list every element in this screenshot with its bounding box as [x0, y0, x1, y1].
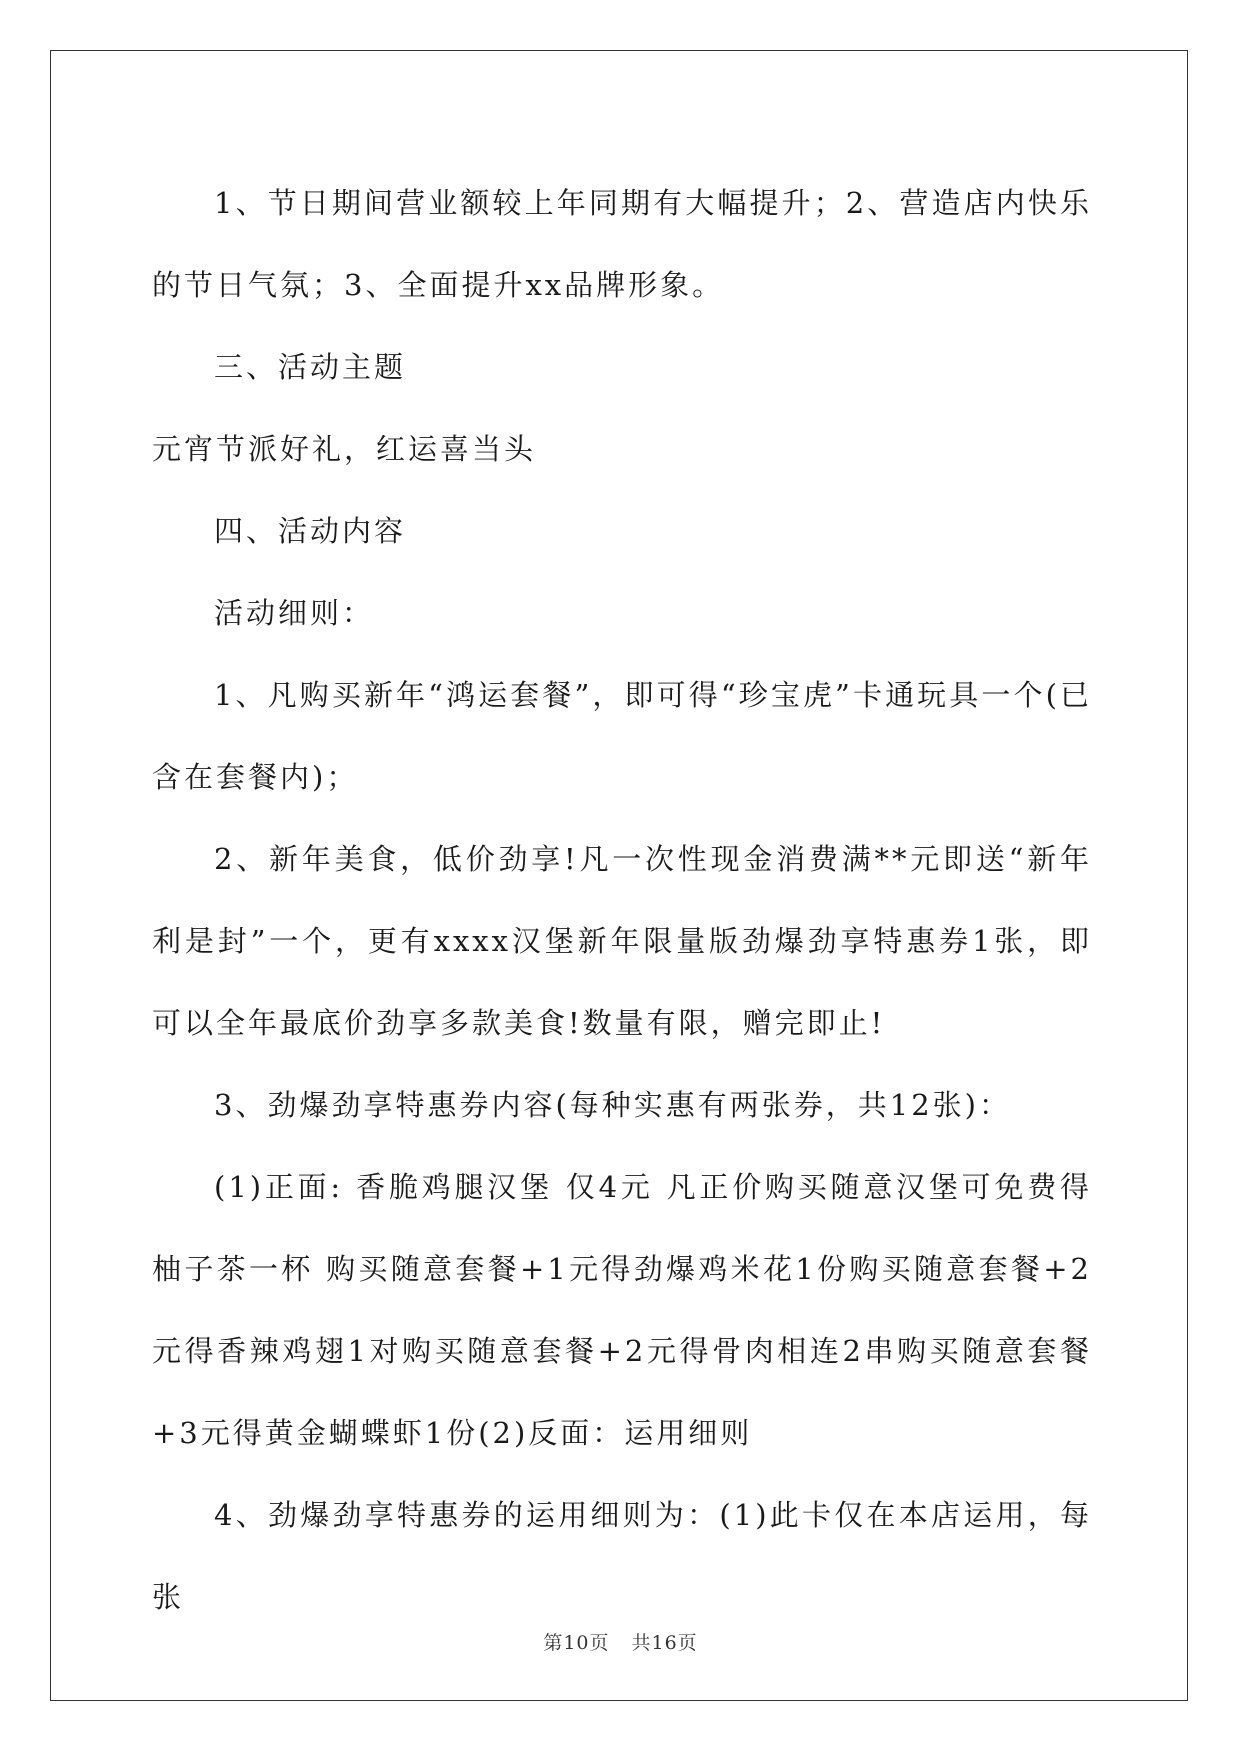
paragraph-rules-label: 活动细则： — [214, 596, 375, 630]
heading-activity-content: 四、活动内容 — [214, 514, 407, 548]
page-footer — [0, 1628, 1241, 1655]
paragraph-rule-2: 2、新年美食，低价劲享!凡一次性现金消费满**元即送“新年利是封”一个，更有xxxx汉堡新年限量版劲爆劲享特惠券1张，即可以全年最底价劲享多款美食!数量有限，赠完即止! — [152, 842, 1092, 1040]
page-number-total: 共16页 — [631, 1632, 698, 1654]
paragraph-rule-3: 3、劲爆劲享特惠券内容(每种实惠有两张券，共12张)： — [214, 1088, 1011, 1122]
paragraph-rule-1: 1、凡购买新年“鸿运套餐”，即可得“珍宝虎”卡通玩具一个(已含在套餐内)； — [152, 678, 1092, 794]
paragraph-goals: 1、节日期间营业额较上年同期有大幅提升；2、营造店内快乐的节日气氛；3、全面提升xx品牌形象。 — [152, 186, 1092, 302]
paragraph-theme: 元宵节派好礼，红运喜当头 — [152, 432, 537, 466]
paragraph-rule-4: 4、劲爆劲享特惠券的运用细则为：(1)此卡仅在本店运用，每张 — [152, 1498, 1092, 1614]
page-number-current: 第10页 — [543, 1632, 610, 1654]
heading-activity-theme: 三、活动主题 — [214, 350, 407, 384]
paragraph-coupon-details: (1)正面: 香脆鸡腿汉堡 仅4元 凡正价购买随意汉堡可免费得柚子茶一杯 购买随意套餐+1元得劲爆鸡米花1份购买随意套餐+2元得香辣鸡翅1对购买随意套餐+2元得骨肉相连2串购买随意套餐+3元得黄金蝴蝶虾1份(2)反面：运用细则 — [152, 1170, 1092, 1450]
document-body — [152, 162, 1092, 1638]
